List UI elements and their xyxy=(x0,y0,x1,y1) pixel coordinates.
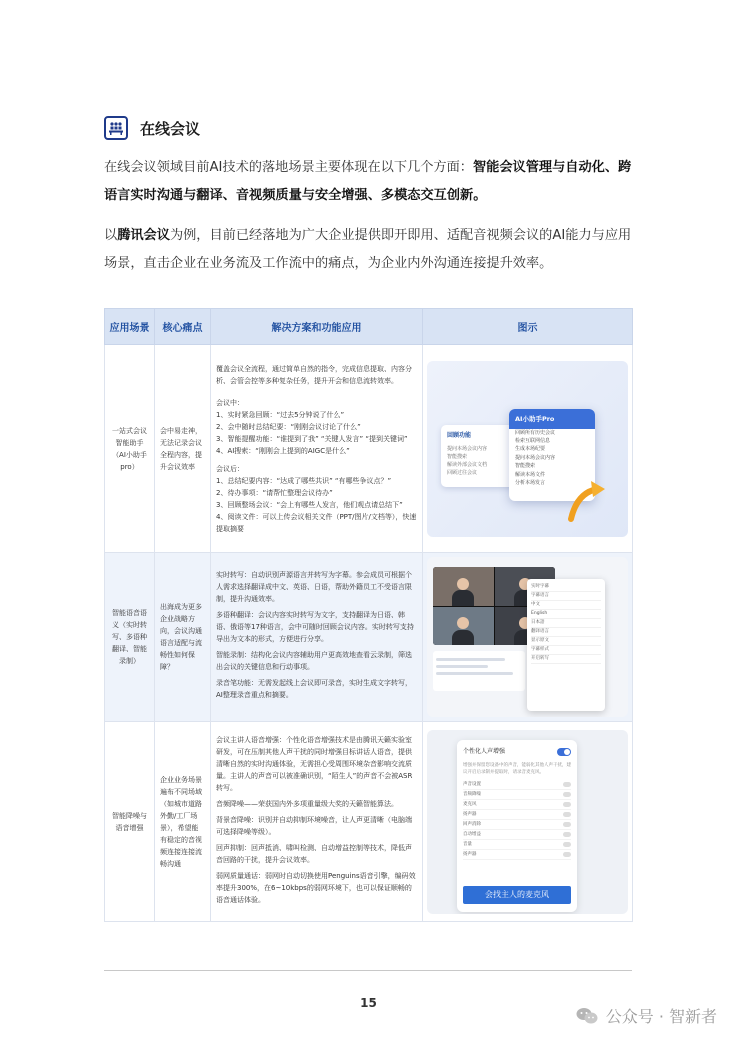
assistant-pro-item: 提问本场会议内容 xyxy=(515,454,556,461)
menu-item: 中文 xyxy=(531,601,601,610)
pain-cell: 企业业务场景遍布不同场域（如城市道路外勤/工厂场景），希望能有稳定的音视频连接连接流畅沟通 xyxy=(155,722,211,922)
video-meeting-screenshot xyxy=(427,557,628,717)
assistant-pro-item: 智能搜索 xyxy=(515,463,536,470)
solution-line: 会议后： xyxy=(216,464,244,473)
solution-line: 多语种翻译：会议内容实时转写为文字，支持翻译为日语、韩语、俄语等17种语言，会中可随时回顾会议内容。实时转写支持导出为文本的形式，方便进行分享。 xyxy=(216,611,414,643)
section-title: 在线会议 xyxy=(140,119,201,138)
toggle-icon xyxy=(563,832,571,837)
solution-line: 3、回顾整场会议：“会上有哪些人发言，他们观点请总结下” xyxy=(216,500,403,509)
mic-caption-banner: 会找主人的麦克风 xyxy=(463,886,571,904)
panel-header xyxy=(463,746,571,758)
solution-line: 覆盖会议全流程，通过简单自然的指令，完成信息提取、内容分析、会管会控等多种复杂任务，提升开会和信息流转效率。 xyxy=(216,364,412,385)
intro-prefix: 以 xyxy=(104,228,118,243)
toggle-icon xyxy=(563,782,571,787)
solution-line: 会议中： xyxy=(216,398,244,407)
pain-cell: 出海成为更多企业战略方向，会议沟通语言适配与流畅性如何保障？ xyxy=(155,553,211,722)
watermark-text: 公众号 · 智新者 xyxy=(605,1007,717,1026)
review-card-title: 回顾功能 xyxy=(447,431,472,439)
solution-cell xyxy=(211,345,423,553)
intro-rest: 为例，目前已经落地为广大企业提供即开即用、适配音视频会议的AI能力与应用场景，直击企业在业务流及工作流中的痛点，为企业内外沟通连接提升效率。 xyxy=(104,228,632,271)
menu-item: 翻译语言 xyxy=(531,628,601,637)
solution-line: 2、会中随时总结纪要：“刚刚会议讨论了什么” xyxy=(216,422,361,431)
menu-item: 开启转写 xyxy=(531,655,601,664)
participant-tile xyxy=(433,607,494,646)
solution-line: 1、实时紧急回顾：“过去5分钟说了什么” xyxy=(216,410,345,419)
review-card-item: 回顾过往会议 xyxy=(447,469,478,476)
curved-arrow-icon xyxy=(567,479,607,523)
participant-tile xyxy=(433,567,494,606)
toggle-icon xyxy=(563,802,571,807)
settings-row: 声音设置 xyxy=(463,780,571,790)
assistant-pro-item: 生成本场纪要 xyxy=(515,446,546,453)
illustration-cell xyxy=(423,722,633,922)
solution-line: 1、总结纪要内容：“达成了哪些共识” “有哪些争议点？” xyxy=(216,476,392,485)
solution-line: 弱网质量通话：弱网时自动切换使用Penguins语音引擎，编码效率提升300%，在6~10kbps的弱网环境下，也可以保证顺畅的语音通话体验。 xyxy=(216,871,416,904)
review-card-item: 提问本场会议内容 xyxy=(447,445,488,452)
solution-line: 3、智能提醒功能：“谁提到了我” “关键人发言” “提到关键词” xyxy=(216,434,408,443)
page-number: 15 xyxy=(360,996,377,1010)
assistant-pro-item: 解读本场文件 xyxy=(515,471,546,478)
scenario-cell: 智能语音语义（实时转写、多语种翻译、智能录制） xyxy=(105,553,155,722)
solution-line: 会议主讲人语音增强：个性化语音增强技术是由腾讯天籁实验室研发，可在压制其他人声干扰的同时增强目标讲话人语音，提供清晰自然的实时沟通体验，无需担心受周围环境杂音影响交流质量。主讲人的声音可以被准确识别，“陌生人”的声音不会被ASR转写。 xyxy=(216,735,413,792)
solution-line: 4、AI搜索：“刚刚会上提到的AIGC是什么” xyxy=(216,446,350,455)
table-header-row xyxy=(105,309,633,345)
solution-line: 回声抑制：回声抵消、啸叫检测、自动增益控制等技术，降低声音回路的干扰，提升会议效率。 xyxy=(216,843,412,864)
toggle-icon xyxy=(563,792,571,797)
assistant-pro-item: 检索互联网信息 xyxy=(515,437,551,444)
toggle-icon xyxy=(563,852,571,857)
intro-highlight: 智能会议管理与自动化、跨语言实时沟通与翻译、音视频质量与安全增强、多模态交互创新。 xyxy=(104,160,632,203)
settings-row: 回声消除 xyxy=(463,820,571,830)
meeting-room-icon xyxy=(104,116,128,140)
review-card-item: 解读外部会议文档 xyxy=(447,461,488,468)
ai-scenarios-table xyxy=(104,308,633,922)
solution-cell xyxy=(211,553,423,722)
settings-row: 音频降噪 xyxy=(463,790,571,800)
footer-divider xyxy=(104,970,632,971)
illustration-cell xyxy=(423,553,633,722)
menu-item: 日本語 xyxy=(531,619,601,628)
menu-item: 字幕语言 xyxy=(531,592,601,601)
caption-settings-menu xyxy=(527,579,605,711)
intro-text: 在线会议领域目前AI技术的落地场景主要体现在以下几个方面： xyxy=(104,160,473,175)
toggle-icon xyxy=(563,812,571,817)
watermark xyxy=(576,1004,717,1027)
table-row xyxy=(105,345,633,553)
illustration-cell xyxy=(423,345,633,553)
settings-row: 麦克风 xyxy=(463,800,571,810)
section-header xyxy=(104,116,200,140)
menu-item: 字幕样式 xyxy=(531,646,601,655)
scenario-cell: 智能降噪与语音增强 xyxy=(105,722,155,922)
solution-line: 智能录制：结构化会议内容辅助用户更高效地查看云录制，筛选出会议的关键信息和行动事项。 xyxy=(216,651,412,671)
transcript-panel xyxy=(433,651,525,691)
panel-title: 个性化人声增强 xyxy=(463,747,506,755)
panel-description: 增强并保留您设备中的声音，能弱化其他人声干扰，建议开启后录制并提取时，请录音麦克风。 xyxy=(463,762,571,775)
header-illustration: 图示 xyxy=(423,309,633,345)
voice-enhance-screenshot xyxy=(427,730,628,914)
settings-row: 扬声器 xyxy=(463,810,571,820)
menu-item: 显示原文 xyxy=(531,637,601,646)
settings-row: 扬声器 xyxy=(463,850,571,860)
header-pain-point: 核心痛点 xyxy=(155,309,211,345)
solution-line: 音频降噪——荣获国内外多项重量级大奖的天籁智能算法。 xyxy=(216,799,398,808)
review-card-item: 智能搜索 xyxy=(447,453,468,460)
intro-paragraph-2 xyxy=(104,222,636,278)
settings-row: 音量 xyxy=(463,840,571,850)
solution-line: 4、阅读文件：可以上传会议相关文件（PPT/图片/文档等），快速提取摘要 xyxy=(216,512,417,533)
ai-assistant-screenshot xyxy=(427,361,628,537)
table-row xyxy=(105,722,633,922)
solution-cell xyxy=(211,722,423,922)
assistant-pro-item: 回顾所有历史会议 xyxy=(515,429,556,436)
intro-paragraph-1 xyxy=(104,154,636,210)
table-row xyxy=(105,553,633,722)
solution-line: 2、待办事项：“请帮忙整理会议待办” xyxy=(216,488,333,497)
toggle-icon xyxy=(563,822,571,827)
solution-line: 录音笔功能：无需发起线上会议即可录音，实时生成文字转写，AI整理录音重点和摘要。 xyxy=(216,679,412,699)
solution-line: 实时转写：自动识别声源语言并转写为字幕。参会成员可根据个人需求选择翻译成中文、英语、日语，帮助外籍员工不受语言限制，提升沟通效率。 xyxy=(216,571,412,603)
header-solution: 解决方案和功能应用 xyxy=(211,309,423,345)
assistant-pro-item: 分析本场发言 xyxy=(515,479,546,486)
assistant-pro-title: AI小助手Pro xyxy=(509,409,595,429)
wechat-icon xyxy=(576,1007,598,1025)
toggle-icon xyxy=(563,842,571,847)
scenario-cell: 一站式会议智能助手（AI小助手pro） xyxy=(105,345,155,553)
voice-enhance-toggle[interactable] xyxy=(557,748,571,756)
menu-item: 实时字幕 xyxy=(531,583,601,592)
header-scenario: 应用场景 xyxy=(105,309,155,345)
solution-line: 背景音降噪：识别并自动抑制环境噪音，让人声更清晰（电脑端可选择降噪等级）。 xyxy=(216,815,412,836)
pain-cell: 会中易走神，无法记录会议全程内容，提升会议效率 xyxy=(155,345,211,553)
menu-item: English xyxy=(531,610,601,619)
settings-row: 自动增益 xyxy=(463,830,571,840)
product-name: 腾讯会议 xyxy=(117,228,170,243)
